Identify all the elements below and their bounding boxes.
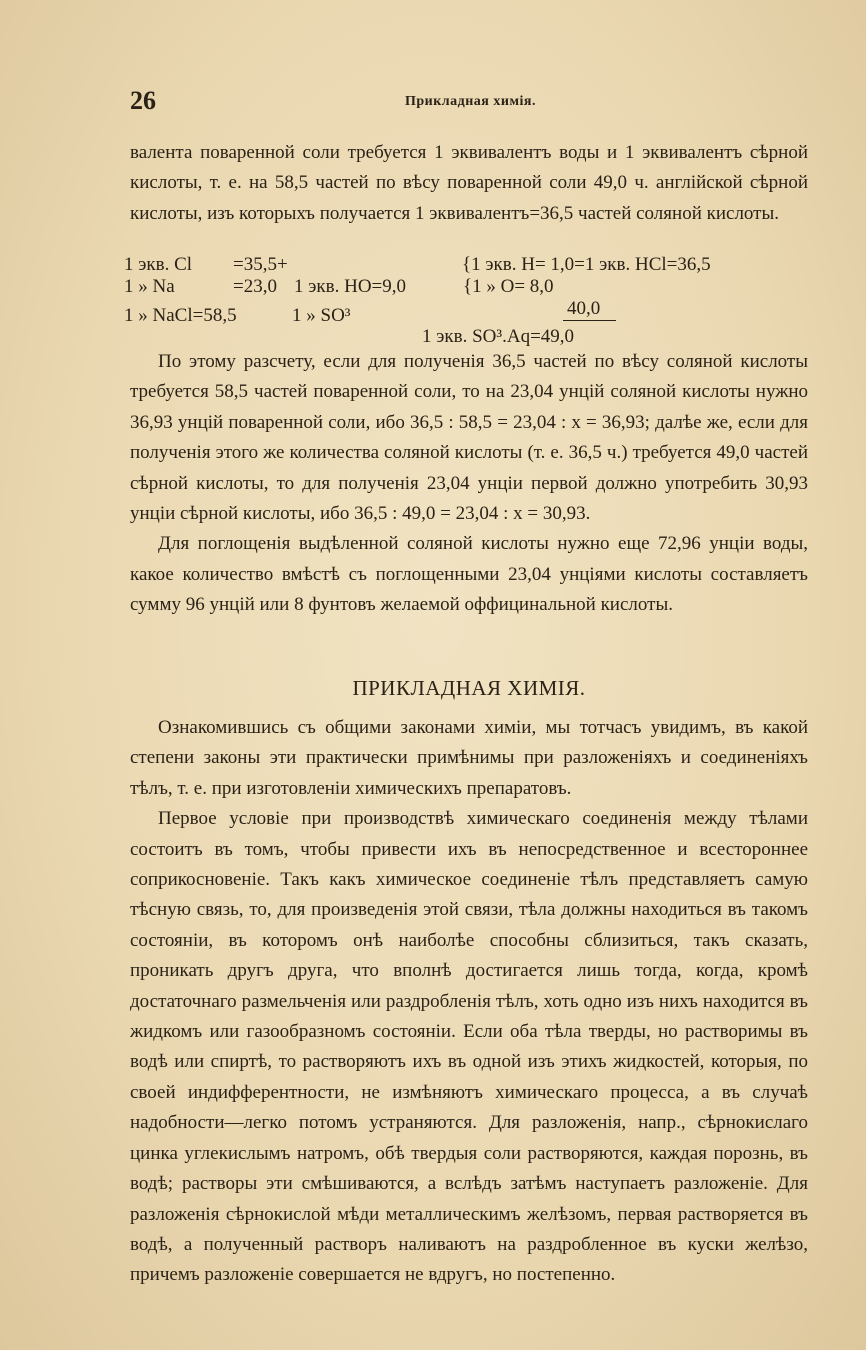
formula-term: 1 » NaCl=58,5	[124, 305, 237, 326]
intro-paragraph	[130, 138, 808, 229]
calculation-section	[130, 347, 808, 621]
formula-term: =23,0	[233, 276, 277, 297]
page-number: 26	[130, 86, 156, 115]
running-head: Прикладная химія.	[405, 94, 536, 109]
page-header	[130, 86, 808, 116]
formula-term: =35,5+	[233, 254, 288, 275]
formula-subtotal: 40,0	[563, 298, 616, 321]
formula-term: 1 » SO³	[292, 305, 351, 326]
formula-term: 1 экв. HO=9,0	[294, 276, 407, 297]
paragraph: валента поваренной соли требуется 1 эквивалентъ воды и 1 эквивалентъ сѣрной кислоты, т. е. на 58,5 частей по вѣсу поваренной соли 49,0 ч. англійской сѣрной кислоты, изъ которыхъ получается 1 эквивалентъ=36,5 частей соляной кислоты.	[130, 142, 808, 224]
formula-term: 1 » Na	[124, 276, 175, 297]
paragraph: По этому разсчету, если для полученія 36,5 частей по вѣсу соляной кислоты требуется 58,5 частей поваренной соли, то на 23,04 унцій соляной кислоты нужно 36,93 унцій поваренной соли, ибо 36,5 : 58,5 = 23,04 : x = 36,93; далѣе же, если для полученія этого же количества соляной кислоты (т. е. 36,5 ч.) требуется 49,0 частей сѣрной кислоты, то для полученія 23,04 унціи первой должно употребить 30,93 унціи сѣрной кислоты, ибо 36,5 : 49,0 = 23,04 : x = 30,93.	[130, 351, 808, 525]
paragraph: Для поглощенія выдѣленной соляной кислоты нужно еще 72,96 унціи воды, какое количество вмѣстѣ съ поглощенными 23,04 унціями кислоты составляетъ сумму 96 унцій или 8 фунтовъ желаемой оффицинальной кислоты.	[130, 533, 808, 616]
formula-term: 1 экв. Cl	[124, 254, 193, 275]
formula-term: {1 » O= 8,0	[463, 276, 554, 297]
paragraph: Первое условіе при производствѣ химическаго соединенія между тѣлами состоитъ въ томъ, чтобы привести ихъ въ непосредственное и всестороннее соприкосновеніе. Такъ какъ химическое соединеніе тѣлъ представляетъ самую тѣсную связь, то, для произведенія этой связи, тѣла должны находиться въ такомъ состояніи, въ которомъ онѣ наиболѣе способны сблизиться, такъ сказать, проникать другъ друга, что вполнѣ достигается лишь тогда, когда, кромѣ достаточнаго размельченія или раздробленія тѣлъ, хоть одно изъ нихъ находится въ жидкомъ или газообразномъ состояніи. Если оба тѣла тверды, но растворимы въ водѣ или спиртѣ, то растворяютъ ихъ въ одной изъ этихъ жидкостей, которыя, по своей индифферентности, не измѣняютъ химическаго процесса, а въ случаѣ надобности—легко потомъ устраняются. Для разложенія, напр., сѣрнокислаго цинка углекислымъ натромъ, обѣ твердыя соли растворяются, каждая порознь, въ водѣ; растворы эти смѣшиваются, а вслѣдъ затѣмъ наступаетъ разложеніе. Для разложенія сѣрнокислой мѣди металлическимъ желѣзомъ, первая растворяется въ водѣ, а полученный растворъ наливаютъ на раздробленное въ куски желѣзо, причемъ разложеніе совершается не вдругъ, но постепенно.	[130, 808, 808, 1286]
formula-term: {1 экв. H= 1,0=1 экв. HCl=36,5	[462, 254, 711, 275]
formula-result: 1 экв. SO³.Aq=49,0	[422, 326, 575, 347]
paragraph: Ознакомившись съ общими законами химіи, мы тотчасъ увидимъ, въ какой степени законы эти практически примѣнимы при разложеніяхъ и соединеніяхъ тѣлъ, т. е. при изготовленіи химическихъ препаратовъ.	[130, 717, 808, 799]
formula-block	[120, 250, 810, 350]
applied-chemistry-section	[130, 713, 808, 1291]
section-title: ПРИКЛАДНАЯ ХИМІЯ.	[352, 676, 586, 700]
